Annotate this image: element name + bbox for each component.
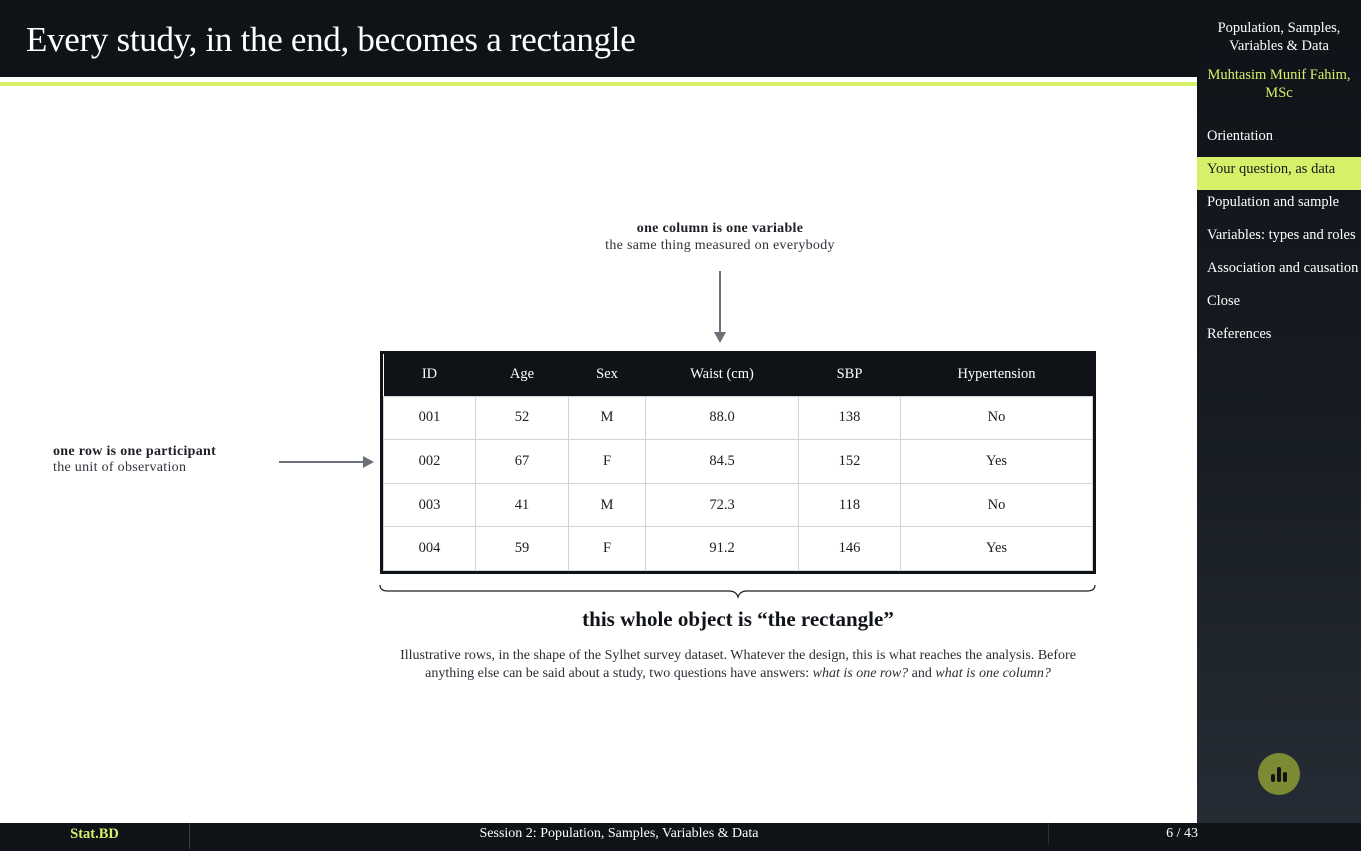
table-cell: Yes — [901, 440, 1093, 484]
table-cell: 41 — [476, 483, 569, 527]
column-annotation-subtitle: the same thing measured on everybody — [605, 238, 835, 253]
table-cell: 59 — [476, 527, 569, 571]
table-row — [384, 440, 1093, 484]
table-row — [384, 396, 1093, 440]
question-joiner: and — [908, 666, 936, 681]
column-header-hypertension: Hypertension — [901, 354, 1093, 396]
table-cell: 88.0 — [646, 396, 799, 440]
table-cell: M — [569, 483, 646, 527]
column-annotation — [560, 221, 880, 254]
table-cell: 67 — [476, 440, 569, 484]
footer-brand: Stat.BD — [0, 823, 190, 849]
sidebar-item-references[interactable]: References — [1207, 326, 1272, 342]
table-cell: 152 — [799, 440, 901, 484]
column-annotation-title: one column is one variable — [636, 221, 804, 236]
sidebar-item-association[interactable]: Association and causation — [1207, 260, 1359, 276]
bar-chart-icon[interactable] — [1258, 753, 1300, 795]
accent-divider — [0, 82, 1197, 86]
down-arrow-icon — [712, 270, 730, 346]
question-one-column: what is one column? — [935, 666, 1051, 681]
sidebar-item-your-question[interactable]: Your question, as data — [1197, 157, 1361, 190]
table-header-row — [384, 354, 1093, 396]
slide-header — [0, 0, 1197, 77]
sidebar-item-orientation[interactable]: Orientation — [1207, 128, 1274, 144]
column-header-waist: Waist (cm) — [646, 354, 799, 396]
illustrative-note-text: Illustrative rows, in the shape of the Sylhet survey dataset. Whatever the design, this is what reaches the analysis. Before anything else can be said about a study, two questions have answers: — [400, 648, 1076, 681]
table-cell: 002 — [384, 440, 476, 484]
table-cell: 72.3 — [646, 483, 799, 527]
table-cell: Yes — [901, 527, 1093, 571]
slide-title: Every study, in the end, becomes a rectangle — [26, 20, 636, 59]
table-cell: 003 — [384, 483, 476, 527]
table-cell: M — [569, 396, 646, 440]
column-header-id: ID — [384, 354, 476, 396]
question-one-row: what is one row? — [812, 666, 909, 681]
table-cell: No — [901, 483, 1093, 527]
table-cell: 004 — [384, 527, 476, 571]
table-cell: 91.2 — [646, 527, 799, 571]
sidebar-deck-title: Population, Samples, Variables & Data — [1217, 20, 1341, 54]
right-arrow-icon — [278, 455, 376, 471]
row-annotation — [53, 444, 216, 476]
sidebar-item-population-sample[interactable]: Population and sample — [1207, 194, 1340, 210]
column-header-age: Age — [476, 354, 569, 396]
table-cell: 52 — [476, 396, 569, 440]
table-cell: 001 — [384, 396, 476, 440]
data-rectangle-table — [380, 351, 1096, 574]
table-cell: 146 — [799, 527, 901, 571]
row-annotation-subtitle: the unit of observation — [53, 460, 187, 475]
column-header-sex: Sex — [569, 354, 646, 396]
table-row — [384, 483, 1093, 527]
sidebar-author: Muhtasim Munif Fahim, MSc — [1207, 67, 1351, 101]
table-cell: 138 — [799, 396, 901, 440]
table-cell: F — [569, 440, 646, 484]
footer-session-title: Session 2: Population, Samples, Variables & Data — [479, 826, 759, 841]
table-cell: F — [569, 527, 646, 571]
sidebar-nav — [1197, 124, 1361, 355]
column-header-sbp: SBP — [799, 354, 901, 396]
sidebar-item-variables[interactable]: Variables: types and roles — [1207, 227, 1356, 243]
footer — [0, 823, 1361, 851]
sidebar — [1197, 0, 1361, 851]
sidebar-item-close[interactable]: Close — [1207, 293, 1241, 309]
slide-number: 6 / 43 — [1048, 823, 1198, 845]
illustrative-note — [388, 647, 1088, 683]
rectangle-caption: this whole object is “the rectangle” — [582, 607, 894, 631]
table-row — [384, 527, 1093, 571]
underbrace — [379, 584, 1097, 600]
table-cell: No — [901, 396, 1093, 440]
table-cell: 84.5 — [646, 440, 799, 484]
table-cell: 118 — [799, 483, 901, 527]
row-annotation-title: one row is one participant — [53, 444, 217, 459]
